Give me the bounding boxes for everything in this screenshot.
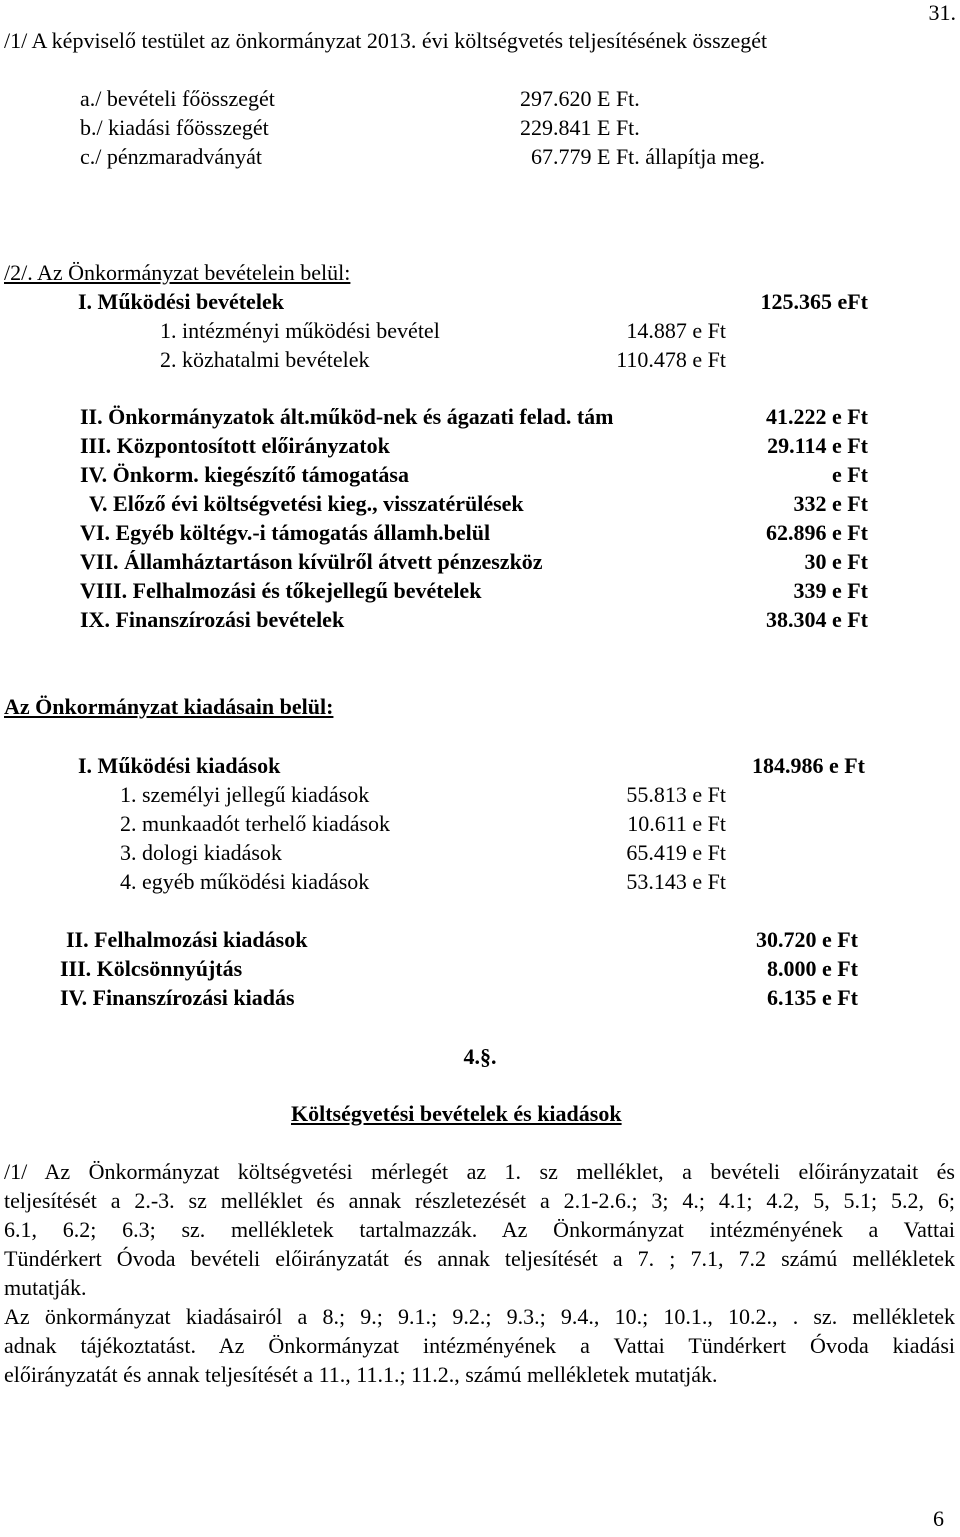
expense-row-4-value: 6.135 e Ft <box>766 985 858 1010</box>
revenue-row-7-label: VII. Államháztartáson kívülről átvett pénzeszköz <box>80 549 543 574</box>
expense-row-4-label: IV. Finanszírozási kiadás <box>60 985 295 1010</box>
operating-expenses-label: I. Működési kiadások <box>78 753 281 778</box>
revenues-heading: /2/. Az Önkormányzat bevételein belül: <box>4 260 351 285</box>
operating-sub-label-1: 1. intézményi működési bevétel <box>160 318 440 343</box>
expense-row-3-label: III. Kölcsönnyújtás <box>60 956 243 981</box>
section-number: 4.§. <box>463 1044 497 1069</box>
revenue-row-8-value: 339 e Ft <box>793 578 868 603</box>
para1-line-5: mutatják. <box>4 1275 87 1300</box>
item1-label-c: c./ pénzmaradványát <box>80 144 263 169</box>
expense-row-3-value: 8.000 e Ft <box>766 956 858 981</box>
expense-sub-value-4: 53.143 e Ft <box>626 869 726 894</box>
page-number-top: 31. <box>928 0 956 25</box>
expense-sub-label-3: 3. dologi kiadások <box>120 840 282 865</box>
revenue-row-4-label: IV. Önkorm. kiegészítő támogatása <box>80 462 409 487</box>
operating-revenues-total: 125.365 eFt <box>760 289 868 314</box>
expense-sub-value-3: 65.419 e Ft <box>626 840 726 865</box>
operating-revenues-label: I. Működési bevételek <box>78 289 284 314</box>
para1-line-3: 6.1, 6.2; 6.3; sz. mellékletek tartalmazzák. Az Önkormányzat intézményének a Vattai <box>4 1217 955 1242</box>
expense-sub-value-1: 55.813 e Ft <box>626 782 726 807</box>
operating-sub-value-2: 110.478 e Ft <box>616 347 726 372</box>
para2-line-3: előirányzatát és annak teljesítését a 11., 11.1.; 11.2., számú mellékletek mutatják. <box>4 1362 718 1387</box>
expense-sub-label-4: 4. egyéb működési kiadások <box>120 869 370 894</box>
page-number-bottom: 6 <box>933 1506 944 1531</box>
revenue-row-3-value: 29.114 e Ft <box>767 433 868 458</box>
revenue-row-5-label: V. Előző évi költségvetési kieg., visszatérülések <box>89 491 524 516</box>
para1-line-4: Tündérkert Óvoda bevételi előirányzatát és annak teljesítését a 7. ; 7.1, 7.2 számú mellékletek <box>4 1246 955 1271</box>
item1-heading: /1/ A képviselő testület az önkormányzat 2013. évi költségvetés teljesítésének összegét <box>4 28 768 53</box>
revenue-row-4-value: e Ft <box>831 462 868 487</box>
revenue-row-3-label: III. Központosított előirányzatok <box>80 433 390 458</box>
item1-value-a: 297.620 E Ft. <box>520 86 640 111</box>
revenue-row-2-value: 41.222 e Ft <box>765 404 868 429</box>
operating-sub-value-1: 14.887 e Ft <box>626 318 726 343</box>
para2-line-2: adnak tájékoztatást. Az Önkormányzat intézményének a Vattai Tündérkert Óvoda kiadási <box>4 1333 955 1358</box>
item1-label-b: b./ kiadási főösszegét <box>80 115 269 140</box>
para1-line-1: /1/ Az Önkormányzat költségvetési mérlegét az 1. sz melléklet, a bevételi előirányzatait és <box>4 1159 955 1184</box>
revenue-row-6-label: VI. Egyéb költégv.-i támogatás államh.belül <box>80 520 491 545</box>
expenses-heading: Az Önkormányzat kiadásain belül: <box>4 694 334 719</box>
expense-sub-label-2: 2. munkaadót terhelő kiadások <box>120 811 391 836</box>
expense-sub-value-2: 10.611 e Ft <box>627 811 726 836</box>
item1-value-c: 67.779 E Ft. állapítja meg. <box>531 144 766 169</box>
revenue-row-9-value: 38.304 e Ft <box>765 607 868 632</box>
operating-expenses-total: 184.986 e Ft <box>751 753 865 778</box>
revenue-row-7-value: 30 e Ft <box>804 549 868 574</box>
expense-sub-label-1: 1. személyi jellegű kiadások <box>120 782 370 807</box>
revenue-row-9-label: IX. Finanszírozási bevételek <box>80 607 345 632</box>
item1-value-b: 229.841 E Ft. <box>520 115 640 140</box>
revenue-row-6-value: 62.896 e Ft <box>765 520 868 545</box>
revenue-row-5-value: 332 e Ft <box>793 491 868 516</box>
item1-label-a: a./ bevételi főösszegét <box>80 86 275 111</box>
section-title: Költségvetési bevételek és kiadások <box>291 1101 622 1126</box>
revenue-row-8-label: VIII. Felhalmozási és tőkejellegű bevételek <box>80 578 482 603</box>
revenue-row-2-label: II. Önkormányzatok ált.működ-nek és ágazati felad. tám <box>80 404 614 429</box>
expense-row-2-value: 30.720 e Ft <box>755 927 858 952</box>
para2-line-1: Az önkormányzat kiadásairól a 8.; 9.; 9.1.; 9.2.; 9.3.; 9.4., 10.; 10.1., 10.2., . sz. mellékletek <box>4 1304 955 1329</box>
operating-sub-label-2: 2. közhatalmi bevételek <box>160 347 370 372</box>
para1-line-2: teljesítését a 2.-3. sz melléklet és annak részletezését a 2.1-2.6.; 3; 4.; 4.1; 4.2, 5, 5.1; 5.2, 6; <box>4 1188 955 1213</box>
expense-row-2-label: II. Felhalmozási kiadások <box>66 927 308 952</box>
